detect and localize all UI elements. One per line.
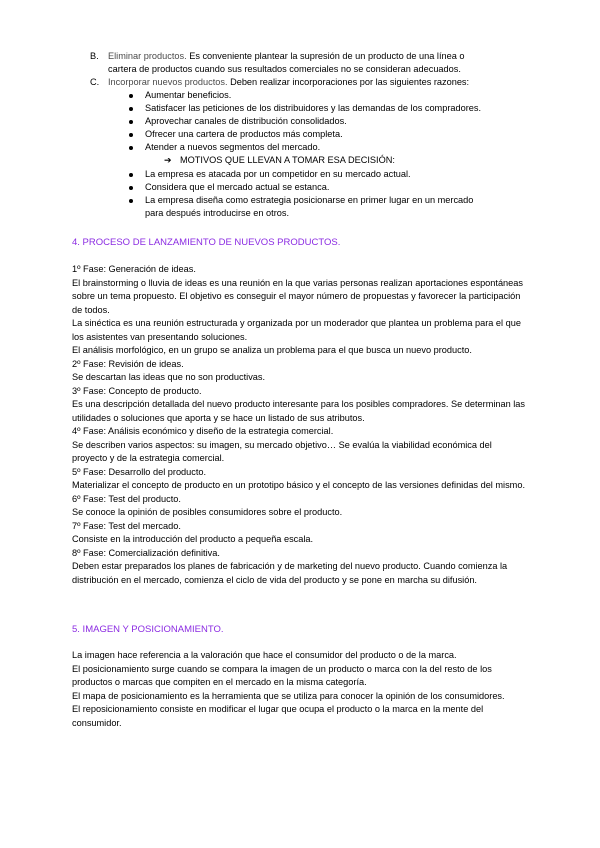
phase-title: 6º Fase: Test del producto. <box>72 493 181 504</box>
motive-item: La empresa diseña como estrategia posicionarse en primer lugar en un mercado <box>145 195 474 205</box>
bullet-icon <box>129 173 133 177</box>
bullet-icon <box>129 186 133 190</box>
list-item-c-title: Incorporar nuevos productos. <box>108 77 228 87</box>
reason-item: Aumentar beneficios. <box>145 90 232 100</box>
list-item-c <box>108 76 469 89</box>
paragraph: Materializar el concepto de producto en un prototipo básico y el concepto de las versiones definidas del mismo. <box>72 480 525 490</box>
section-5-heading: 5. IMAGEN Y POSICIONAMIENTO. <box>72 624 224 635</box>
list-marker-c: C. <box>90 77 100 87</box>
paragraph: Se describen varios aspectos: su imagen, su mercado objetivo… Se evalúa la viabilidad económica del proyecto y de la estrategia comercial. <box>72 439 492 463</box>
phase-title: 8º Fase: Comercialización definitiva. <box>72 547 220 558</box>
bullet-icon <box>129 94 133 98</box>
section-5-body <box>72 649 527 730</box>
paragraph: Se conoce la opinión de posibles consumidores sobre el producto. <box>72 507 343 517</box>
paragraph: Deben estar preparados los planes de fabricación y de marketing del nuevo producto. Cuando comienza la distribución en el mercado, comienza el ciclo de vida del producto y se pone en marcha su difusión. <box>72 561 508 585</box>
bullet-icon <box>129 133 133 137</box>
section-4-body <box>72 263 527 587</box>
list-item-b-text: Es conveniente plantear la supresión de un producto de una línea o <box>186 51 465 61</box>
motive-item: Considera que el mercado actual se estanca. <box>145 182 330 192</box>
reason-item: Satisfacer las peticiones de los distribuidores y las demandas de los compradores. <box>145 103 482 113</box>
reason-item: Aprovechar canales de distribución consolidados. <box>145 116 347 126</box>
reason-item: Atender a nuevos segmentos del mercado. <box>145 142 321 152</box>
section-4-heading: 4. PROCESO DE LANZAMIENTO DE NUEVOS PRODUCTOS. <box>72 237 341 248</box>
list-item-b-title: Eliminar productos. <box>108 51 187 61</box>
motive-item-continuation: para después introducirse en otros. <box>145 208 290 218</box>
motive-item: La empresa es atacada por un competidor en su mercado actual. <box>145 169 411 179</box>
phase-title: 2º Fase: Revisión de ideas. <box>72 358 184 369</box>
paragraph: El reposicionamiento consiste en modificar el lugar que ocupa el producto o la marca en la mente del consumidor. <box>72 704 484 728</box>
bullet-icon <box>129 120 133 124</box>
phase-title: 7º Fase: Test del mercado. <box>72 520 181 531</box>
list-marker-b: B. <box>90 51 99 61</box>
paragraph: La sinéctica es una reunión estructurada y organizada por un moderador que plantea un problema para el que los asistentes van presentando soluciones. <box>72 318 521 342</box>
paragraph: El mapa de posicionamiento es la herramienta que se utiliza para conocer la opinión de los consumidores. <box>72 690 505 701</box>
paragraph: El análisis morfológico, en un grupo se analiza un problema para el que busca un nuevo producto. <box>72 345 472 355</box>
phase-title: 1º Fase: Generación de ideas. <box>72 264 196 274</box>
paragraph: El posicionamiento surge cuando se compara la imagen de un producto o marca con la del resto de los productos o marcas que compiten en el mercado en la misma categoría. <box>72 663 492 687</box>
phase-title: 3º Fase: Concepto de producto. <box>72 385 202 396</box>
list-item-c-text: Deben realizar incorporaciones por las siguientes razones: <box>227 77 470 87</box>
paragraph: Consiste en la introducción del producto a pequeña escala. <box>72 534 314 544</box>
paragraph: Se descartan las ideas que no son productivas. <box>72 372 266 382</box>
arrow-icon: ➔ <box>164 155 172 165</box>
phase-title: 4º Fase: Análisis económico y diseño de la estrategia comercial. <box>72 426 334 436</box>
reason-item: Ofrecer una cartera de productos más completa. <box>145 129 343 139</box>
paragraph: Es una descripción detallada del nuevo producto interesante para los posibles compradores. Se determinan las utilidades o soluciones que aporta y se hace un listado de sus atributos. <box>72 399 526 423</box>
list-item-b-continuation: cartera de productos cuando sus resultados comerciales no se consideran adecuados. <box>108 64 461 74</box>
bullet-icon <box>129 199 133 203</box>
paragraph: El brainstorming o lluvia de ideas es una reunión en la que varias personas realizan aportaciones espontáneas sobre un tema propuesto. El objetivo es conseguir el mayor número de propuestas y favorecer la participación de todos. <box>72 277 523 315</box>
paragraph: La imagen hace referencia a la valoración que hace el consumidor del producto o de la marca. <box>72 650 457 660</box>
motives-heading: MOTIVOS QUE LLEVAN A TOMAR ESA DECISIÓN: <box>180 155 395 165</box>
bullet-icon <box>129 146 133 150</box>
bullet-icon <box>129 107 133 111</box>
list-item-b <box>108 50 465 63</box>
phase-title: 5º Fase: Desarrollo del producto. <box>72 466 207 477</box>
